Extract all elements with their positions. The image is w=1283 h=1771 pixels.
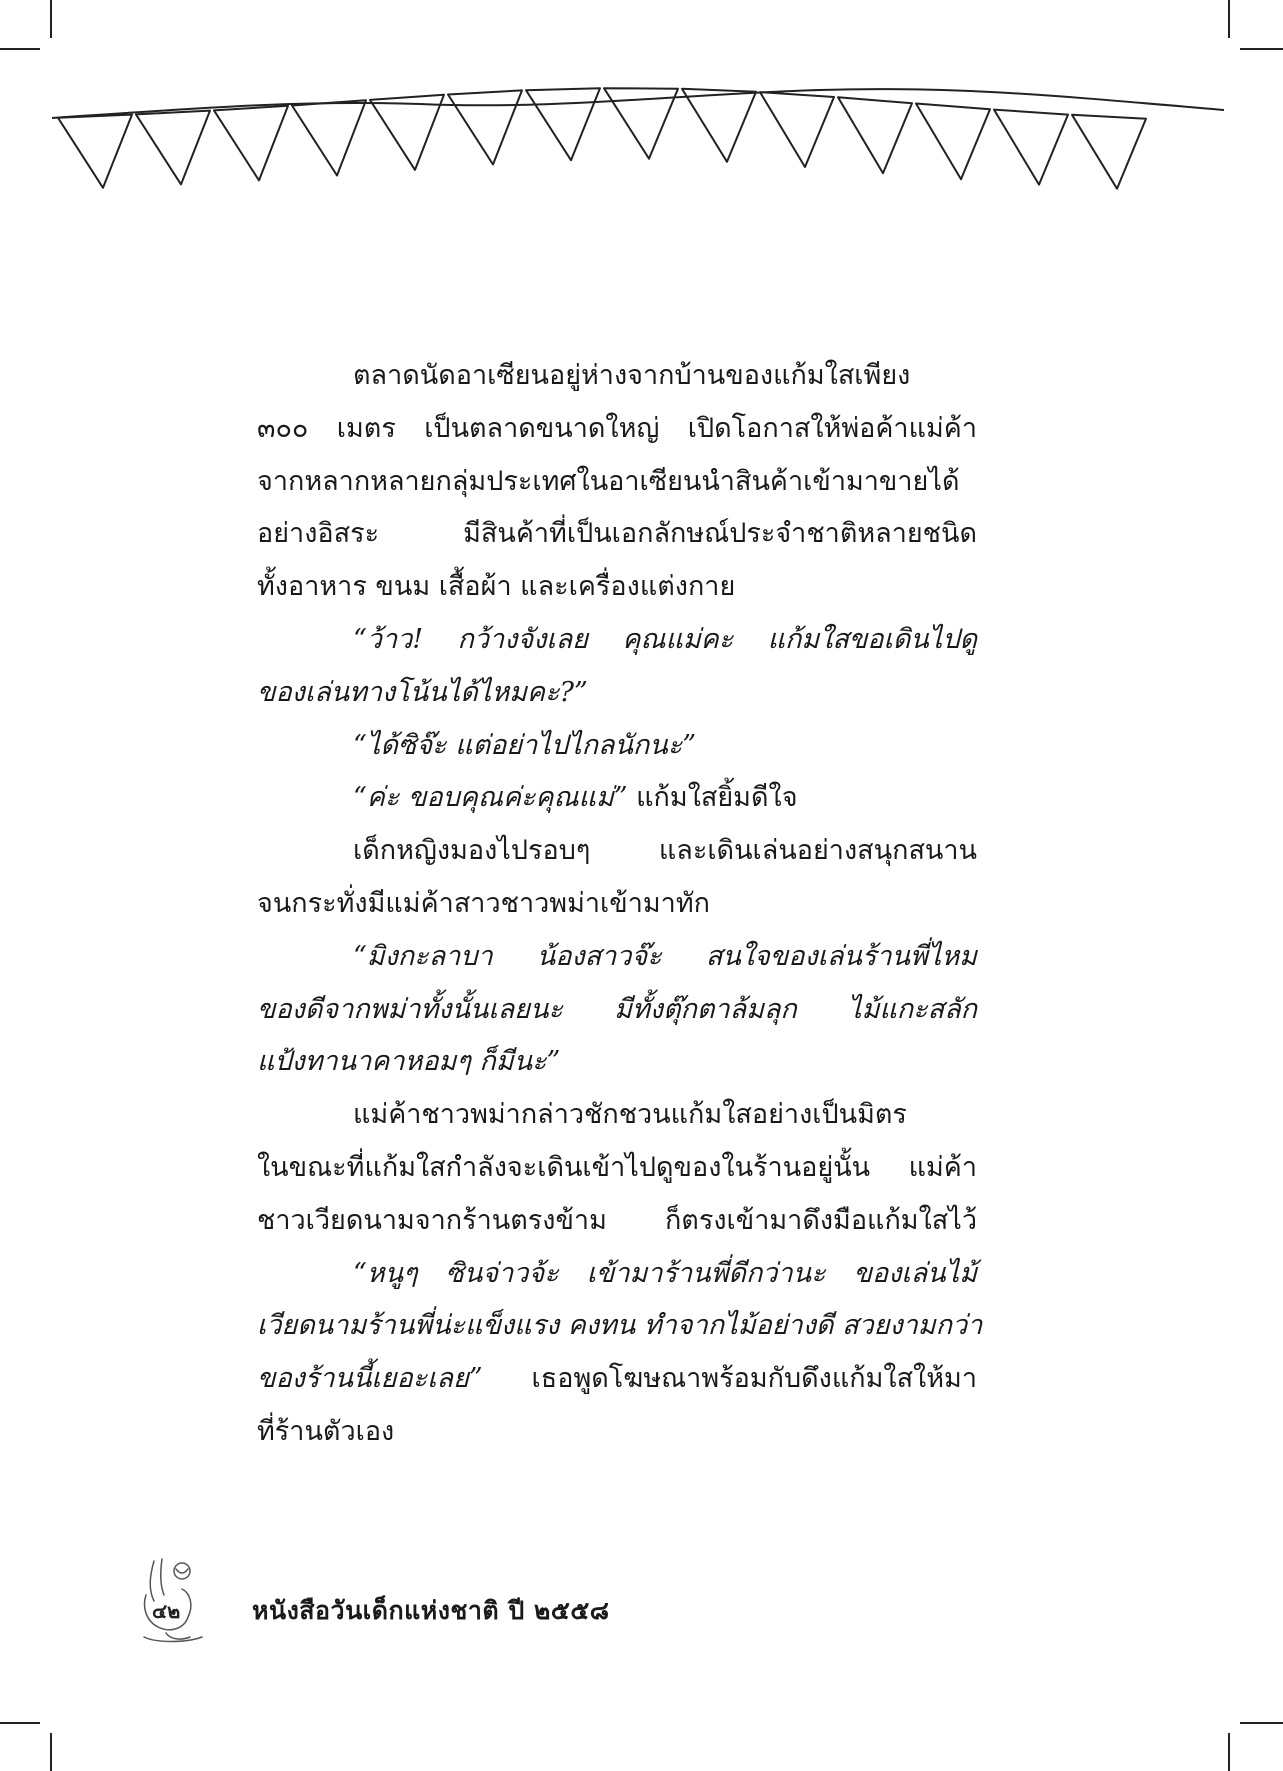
text-line-content: ชาวเวียดนามจากร้านตรงข้าม ก็ตรงเข้ามาดึงมือแก้มใสไว้: [257, 1204, 977, 1236]
text-line-content: “มิงกะลาบา น้องสาวจ๊ะ สนใจของเล่นร้านพี่ไหม: [353, 940, 977, 972]
crop-mark-bottom-right-horizontal: [1240, 1722, 1283, 1724]
story-text: [257, 350, 983, 1459]
text-line-tail: เธอพูดโฆษณาพร้อมกับดึงแก้มใสให้มา: [482, 1363, 977, 1395]
text-line-content: “หนูๆ ซินจ่าวจ้ะ เข้ามาร้านพี่ดีกว่านะ ของเล่นไม้: [353, 1257, 977, 1289]
text-line: [257, 1036, 977, 1089]
text-line: [257, 825, 977, 878]
text-line-content: จนกระทั่งมีแม่ค้าสาวชาวพม่าเข้ามาทัก: [257, 887, 710, 919]
text-line-content: เวียดนามร้านพี่น่ะแข็งแรง คงทน ทำจากไม้อย่างดี สวยงามกว่า: [257, 1310, 983, 1342]
text-line: [257, 772, 977, 825]
text-line-content: ของดีจากพม่าทั้งนั้นเลยนะ มีทั้งตุ๊กตาล้มลุก ไม้แกะสลัก: [257, 993, 977, 1025]
pennant-flag: [136, 111, 210, 185]
text-line-content: จากหลากหลายกลุ่มประเทศในอาเซียนนำสินค้าเข้ามาขายได้: [257, 465, 960, 497]
pennant-flag: [58, 115, 132, 188]
page-number: ๔๒: [152, 1599, 181, 1623]
text-line: [257, 1300, 983, 1353]
crop-mark-bottom-left-horizontal: [0, 1722, 40, 1724]
text-line: [257, 984, 977, 1037]
text-line: [257, 720, 977, 773]
text-line: [257, 1195, 977, 1248]
pennant-flag: [1072, 115, 1146, 189]
text-line: [257, 456, 977, 509]
text-line: [257, 614, 977, 667]
text-line: [257, 561, 977, 614]
text-line-content: เด็กหญิงมองไปรอบๆ และเดินเล่นอย่างสนุกสนาน: [353, 835, 977, 867]
text-line-content: ๓๐๐ เมตร เป็นตลาดขนาดใหญ่ เปิดโอกาสให้พ่อค้าแม่ค้า: [257, 412, 977, 444]
text-line-content: ในขณะที่แก้มใสกำลังจะเดินเข้าไปดูของในร้านอยู่นั้น แม่ค้า: [257, 1151, 977, 1183]
text-line-content: “ค่ะ ขอบคุณค่ะคุณแม่”: [353, 782, 628, 814]
crop-mark-bottom-left-vertical: [50, 1733, 52, 1771]
text-line-content: ที่ร้านตัวเอง: [257, 1415, 395, 1447]
pennant-flag: [214, 106, 288, 181]
text-line: [257, 1142, 977, 1195]
pennant-flag: [526, 88, 600, 160]
bunting-garland: [0, 0, 1283, 240]
text-line: [257, 878, 977, 931]
text-line: [257, 667, 977, 720]
book-title: หนังสือวันเด็กแห่งชาติ ปี ๒๕๕๘: [252, 1596, 610, 1625]
text-line: [257, 931, 977, 984]
text-line-content: ตลาดนัดอาเซียนอยู่ห่างจากบ้านของแก้มใสเพียง: [353, 360, 911, 391]
text-line-content: “ว้าว! กว้างจังเลย คุณแม่คะ แก้มใสขอเดินไปดู: [353, 623, 977, 655]
text-line: [257, 508, 977, 561]
text-line: [257, 1406, 977, 1459]
text-line: [257, 350, 977, 403]
text-line: [257, 1353, 977, 1406]
pennant-flag: [916, 104, 990, 180]
pennant-flag: [994, 110, 1068, 185]
text-line-content: “ได้ซิจ๊ะ แต่อย่าไปไกลนักนะ”: [353, 729, 697, 761]
pennant-flag: [682, 89, 756, 162]
pennant-flag: [370, 95, 444, 170]
text-line-content: แป้งทานาคาหอมๆ ก็มีนะ”: [257, 1046, 561, 1078]
crop-mark-bottom-right-vertical: [1228, 1733, 1230, 1771]
text-line-content: ของเล่นทางโน้นได้ไหมคะ?”: [257, 676, 588, 708]
text-line-tail: แก้มใสยิ้มดีใจ: [627, 782, 798, 814]
text-line: [257, 1248, 977, 1301]
pennant-flag: [292, 100, 366, 175]
text-line: [257, 403, 977, 456]
text-line-content: ทั้งอาหาร ขนม เสื้อผ้า และเครื่องแต่งกาย: [257, 571, 736, 603]
text-line-content: ของร้านนี้เยอะเลย”: [257, 1363, 483, 1395]
text-line: [257, 1089, 977, 1142]
text-line-content: แม่ค้าชาวพม่ากล่าวชักชวนแก้มใสอย่างเป็นมิตร: [353, 1099, 907, 1131]
text-line-content: อย่างอิสระ มีสินค้าที่เป็นเอกลักษณ์ประจำชาติหลายชนิด: [257, 518, 977, 550]
page-footer: [136, 1555, 836, 1645]
pennant-flag: [838, 97, 912, 173]
pennant-flag: [760, 92, 834, 167]
pennant-flag: [448, 90, 522, 164]
